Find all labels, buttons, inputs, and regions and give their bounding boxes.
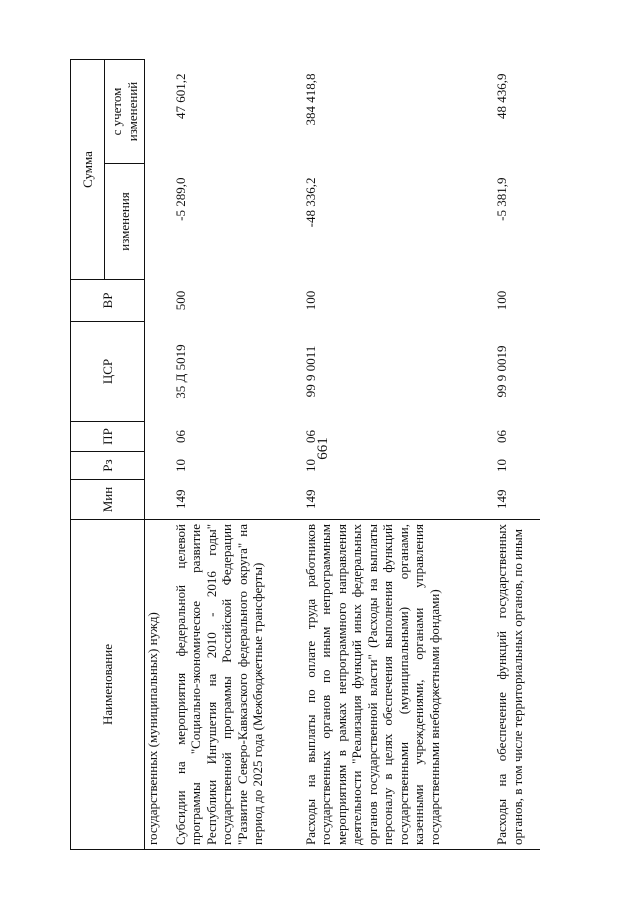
budget-table — [70, 59, 540, 850]
header-min: Мин — [71, 480, 145, 520]
row-vr: 100 — [302, 290, 318, 311]
header-name: Наименование — [71, 520, 145, 850]
header-change: изменения — [105, 164, 145, 280]
row-min: 149 — [302, 489, 318, 509]
header-pr: ПР — [71, 422, 145, 452]
row-change: -5 381,9 — [494, 177, 510, 221]
row-name: Субсидии на мероприятия федеральной целевой программы "Социально-экономическое развитие Республики Ингушетия на 2010 - 2016 годы" государственной программы Российской Федерации "Развитие Северо-Кавказского федерального округа" на период до 2025 года (Межбюджетные трансферты) — [170, 520, 300, 850]
row-rz: 10 — [172, 459, 188, 472]
header-vr: ВР — [71, 280, 145, 322]
continuation-text: государственных (муниципальных) нужд) — [145, 520, 170, 850]
page-number: 661 — [314, 437, 331, 460]
header-sum: Сумма — [71, 60, 105, 280]
row-pr: 06 — [172, 430, 188, 443]
row-csr: 99 9 0019 — [494, 345, 510, 398]
row-pr: 06 — [494, 430, 510, 443]
table-row — [491, 60, 540, 850]
table-row — [145, 60, 170, 850]
row-vr: 100 — [494, 290, 510, 311]
row-rz: 10 — [302, 459, 318, 472]
table-row — [300, 60, 491, 850]
row-total: 384 418,8 — [302, 73, 318, 126]
table-header — [71, 60, 145, 850]
row-vr: 500 — [172, 290, 188, 311]
row-min: 149 — [494, 489, 510, 509]
header-csr: ЦСР — [71, 322, 145, 422]
row-min: 149 — [172, 489, 188, 509]
row-pr: 06 — [302, 430, 318, 443]
row-rz: 10 — [494, 459, 510, 472]
header-with-change: с учетом изменений — [105, 60, 145, 164]
row-total: 48 436,9 — [494, 73, 510, 119]
row-change: -48 336,2 — [302, 177, 318, 228]
row-csr: 35 Д 5019 — [172, 344, 188, 399]
row-total: 47 601,2 — [172, 73, 188, 119]
row-name: Расходы на выплаты по оплате труда работников государственных органов по иным непрограммным мероприятиям в рамках непрограммного направления деятельности "Реализация функций иных федеральных органов государственной власти" (Расходы на выплаты персоналу в целях обеспечения выполнения функций государственными (муниципальными) органами, казенными учреждениями, органами управления государственными внебюджетными фондами) — [300, 520, 491, 850]
rotated-budget-table-page — [70, 60, 540, 850]
row-name: Расходы на обеспечение функций государственных органов, в том числе территориальных органов, по иным — [491, 520, 540, 850]
row-change: -5 289,0 — [172, 177, 188, 221]
table-row — [170, 60, 300, 850]
row-csr: 99 9 0011 — [302, 345, 318, 398]
header-rz: Рз — [71, 452, 145, 480]
